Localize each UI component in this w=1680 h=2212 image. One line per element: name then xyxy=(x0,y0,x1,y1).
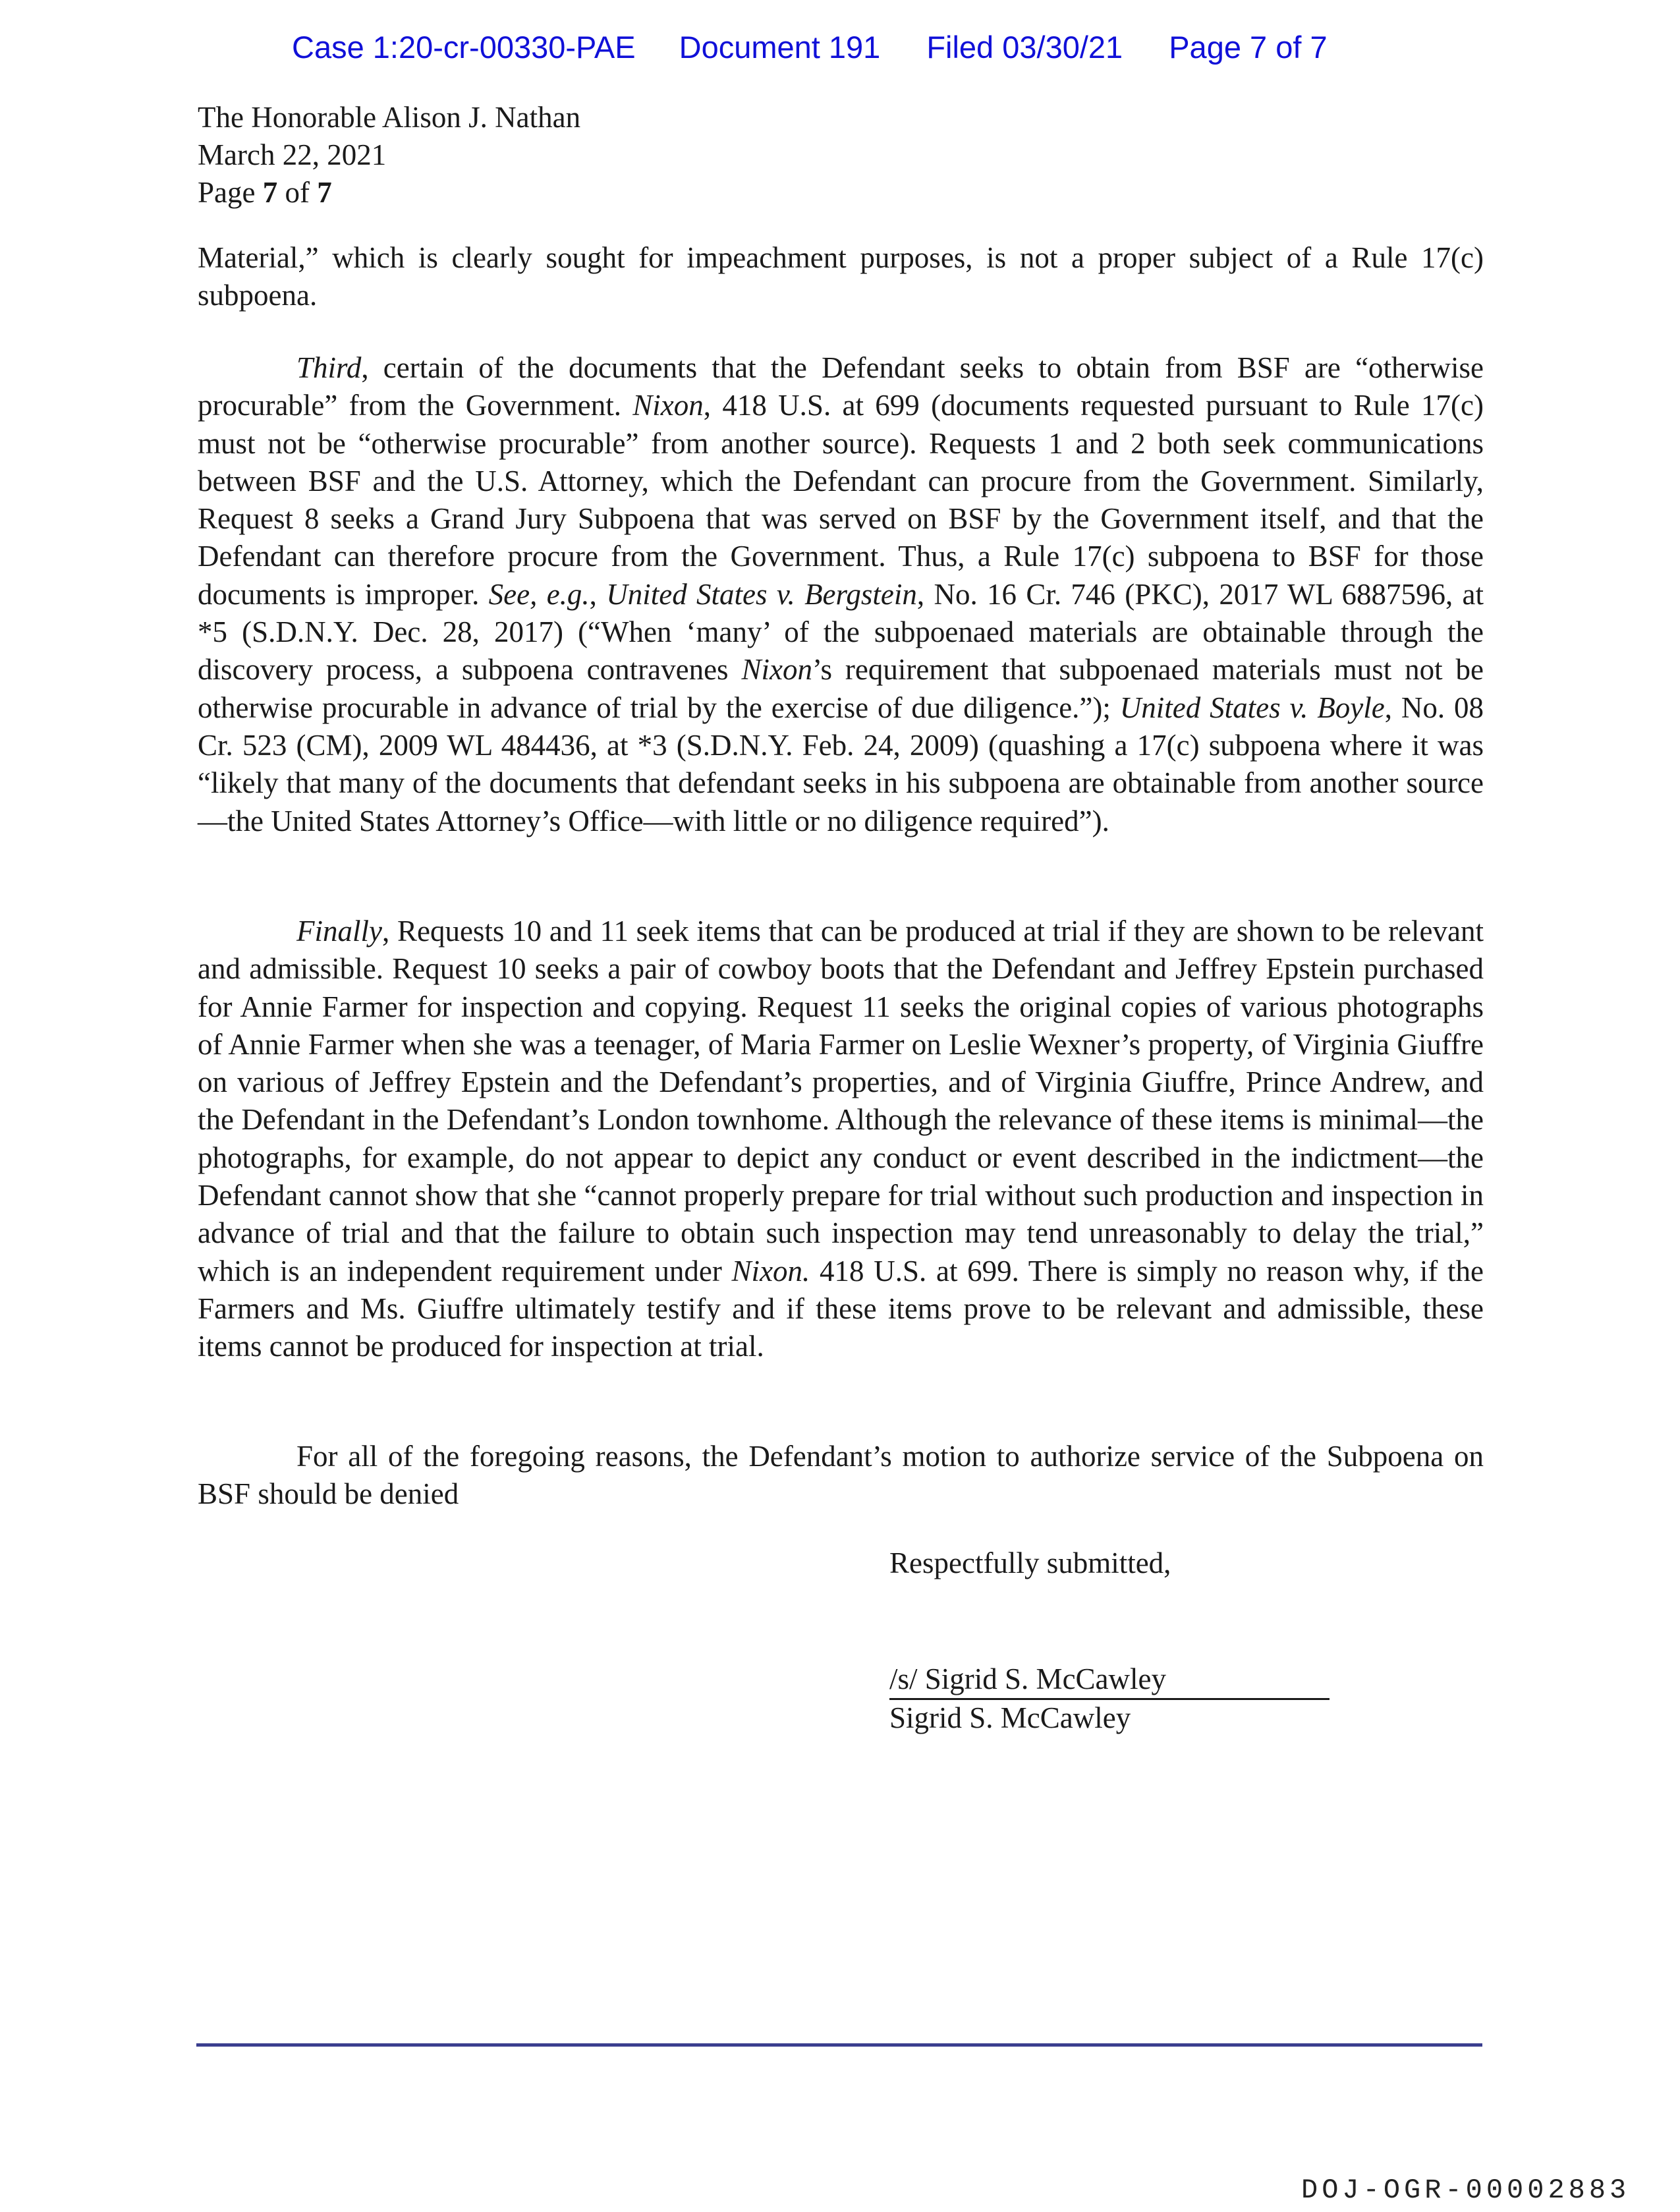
case-number: Case 1:20-cr-00330-PAE xyxy=(292,30,636,65)
italic-lead: Third xyxy=(296,351,362,384)
letter-page-indicator: Page 7 of 7 xyxy=(198,176,332,209)
paragraph-third: Third, certain of the documents that the Defendant seeks to obtain from BSF are “otherwise procurable” from the Government. Nixon, 418 U.S. at 699 (documents requested pursuant to Rule 17(c) must not be “otherwise procurable” from another source). Requests 1 and 2 both seek communications between BSF and the U.S. Attorney, which the Defendant can procure from the Government. Similarly, Request 8 seeks a Grand Jury Subpoena that was served on BSF by the Government itself, and that the Defendant can therefore procure from the Government. Thus, a Rule 17(c) subpoena to BSF for those documents is improper. See, e.g., United States v. Bergstein, No. 16 Cr. 746 (PKC), 2017 WL 6887596, at *5 (S.D.N.Y. Dec. 28, 2017) (“When ‘many’ of the subpoenaed materials are obtainable through the discovery process, a subpoena contravenes Nixon’s requirement that subpoenaed materials must not be otherwise procurable in advance of trial by the exercise of due diligence.”); United States v. Boyle, No. 08 Cr. 523 (CM), 2009 WL 484436, at *3 (S.D.N.Y. Feb. 24, 2009) (quashing a 17(c) subpoena where it was “likely that many of the documents that defendant seeks in his subpoena are obtainable from another source—the United States Attorney’s Office—with little or no diligence required”). xyxy=(198,351,1484,837)
document-number: Document 191 xyxy=(679,30,881,65)
case-citation: United States v. Bergstein xyxy=(606,577,917,611)
bates-number: DOJ-OGR-00002883 xyxy=(1301,2174,1631,2206)
letter-continuation-header xyxy=(198,99,580,212)
paragraph-continuation: Material,” which is clearly sought for impeachment purposes, is not a proper subject of a Rule 17(c) subpoena. xyxy=(198,241,1484,312)
filed-date: Filed 03/30/21 xyxy=(926,30,1123,65)
case-citation: Nixon xyxy=(741,653,812,687)
paragraph-conclusion: For all of the foregoing reasons, the Defendant’s motion to authorize service of the Subpoena on BSF should be denied xyxy=(198,1440,1484,1511)
paragraph-finally: Finally, Requests 10 and 11 seek items that can be produced at trial if they are shown to be relevant and admissible. Request 10 seeks a pair of cowboy boots that the Defendant and Jeffrey Epstein purchased for Annie Farmer for inspection and copying. Request 11 seeks the original copies of various photographs of Annie Farmer when she was a teenager, of Maria Farmer on Leslie Wexner’s property, of Virginia Giuffre on various of Jeffrey Epstein and the Defendant’s properties, and of Virginia Giuffre, Prince Andrew, and the Defendant in the Defendant’s London townhome. Although the relevance of these items is minimal—the photographs, for example, do not appear to depict any conduct or event described in the indictment—the Defendant cannot show that she “cannot properly prepare for trial without such production and inspection in advance of trial and that the failure to obtain such inspection may tend unreasonably to delay the trial,” which is an independent requirement under Nixon. 418 U.S. at 699. There is simply no reason why, if the Farmers and Ms. Giuffre ultimately testify and if these items prove to be relevant and admissible, these items cannot be produced for inspection at trial. xyxy=(198,915,1484,1363)
valediction: Respectfully submitted, xyxy=(889,1546,1171,1579)
letter-date: March 22, 2021 xyxy=(198,138,387,171)
footer-divider xyxy=(196,2043,1482,2047)
case-citation: United States v. Boyle xyxy=(1119,691,1385,724)
current-page: 7 xyxy=(262,176,278,209)
total-pages: 7 xyxy=(317,176,332,209)
italic-lead: Finally xyxy=(296,915,382,948)
ecf-page-number: Page 7 of 7 xyxy=(1169,30,1328,65)
signal-citation: See, e.g. xyxy=(488,577,590,611)
case-citation: Nixon xyxy=(632,389,704,422)
addressee: The Honorable Alison J. Nathan xyxy=(198,101,581,134)
signatory-name: Sigrid S. McCawley xyxy=(889,1701,1131,1734)
electronic-signature: /s/ Sigrid S. McCawley xyxy=(889,1660,1330,1700)
case-citation: Nixon. xyxy=(731,1254,810,1288)
ecf-filing-header xyxy=(292,29,1328,65)
